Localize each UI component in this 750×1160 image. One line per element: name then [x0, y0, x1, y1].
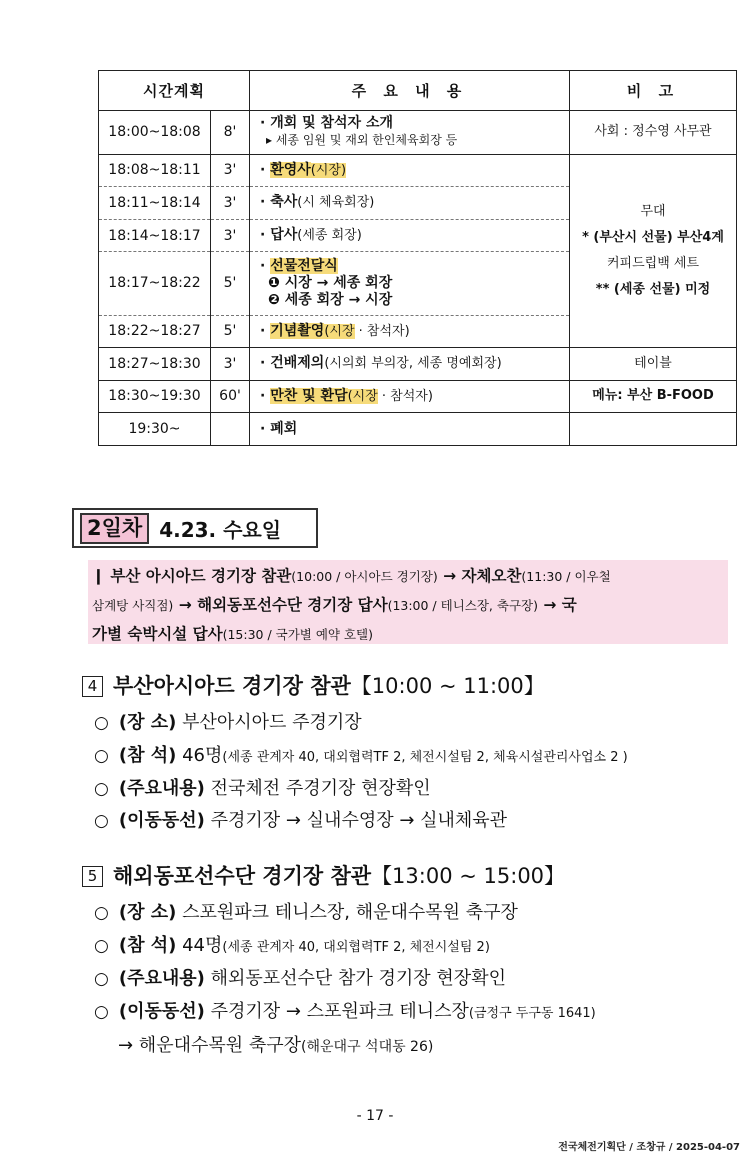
- row-content: · 만찬 및 환담(시장 · 참석자): [250, 380, 570, 413]
- row-time: 18:30~19:30: [99, 380, 211, 413]
- row-note: 메뉴: 부산 B-FOOD: [570, 380, 737, 413]
- row-title: 답사: [270, 227, 298, 244]
- header-content: 주 요 내 용: [250, 71, 570, 111]
- row-minutes: [211, 413, 250, 446]
- list-item: ○ (이동동선) 주경기장 → 스포원파크 테니스장(금정구 두구동 1641): [94, 1001, 596, 1022]
- row-minutes: 8': [211, 110, 250, 154]
- circle-bullet-icon: ○: [94, 903, 109, 923]
- row-content: · 답사(세종 회장): [250, 219, 570, 252]
- section-title: 5 해외동포선수단 경기장 참관【13:00 ~ 15:00】: [82, 860, 565, 890]
- table-row: [99, 413, 737, 446]
- day-tag: 2일차: [80, 513, 149, 544]
- row-content: · 선물전달식 ❶ 시장 → 세종 회장 ❷ 세종 회장 → 시장: [250, 252, 570, 315]
- row-detail: · 참석자): [377, 388, 433, 404]
- table-row: [99, 154, 737, 187]
- row-minutes: 5': [211, 252, 250, 315]
- list-item: ○ (주요내용) 해외동포선수단 참가 경기장 현장확인: [94, 968, 506, 989]
- row-time: 18:08~18:11: [99, 154, 211, 187]
- row-title: 만찬 및 환담: [270, 387, 348, 404]
- circle-bullet-icon: ○: [94, 969, 109, 989]
- row-content: [250, 110, 570, 154]
- day-date: 4.23. 수요일: [159, 517, 282, 542]
- row-note: 사회 : 정수영 사무관: [570, 110, 737, 154]
- table-row: [99, 110, 737, 154]
- row-minutes: 3': [211, 219, 250, 252]
- circle-bullet-icon: ○: [94, 746, 109, 766]
- row-title: 선물전달식: [270, 257, 338, 274]
- row-note: [570, 413, 737, 446]
- row-time: 18:14~18:17: [99, 219, 211, 252]
- circle-bullet-icon: ○: [94, 811, 109, 831]
- circle-bullet-icon: ○: [94, 779, 109, 799]
- row-minutes: 3': [211, 154, 250, 187]
- row-content: · 환영사(시장): [250, 154, 570, 187]
- row-time: 19:30~: [99, 413, 211, 446]
- table-row: [99, 348, 737, 381]
- row-title: 환영사: [270, 161, 311, 178]
- row-title: · 개회 및 참석자 소개: [260, 115, 394, 132]
- section-number: 4: [82, 676, 103, 697]
- schedule-table: [98, 70, 737, 446]
- day-heading: [72, 508, 318, 548]
- section-title: 4 부산아시아드 경기장 참관【10:00 ~ 11:00】: [82, 670, 545, 700]
- circle-bullet-icon: ○: [94, 936, 109, 956]
- row-detail: (시 체육회장): [297, 195, 375, 211]
- row-minutes: 5': [211, 315, 250, 348]
- row-title: 폐회: [270, 420, 298, 437]
- row-content: · 기념촬영(시장 · 참석자): [250, 315, 570, 348]
- row-detail: (세종 회장): [297, 228, 362, 244]
- row-content: · 건배제의(시의회 부의장, 세종 명예회장): [250, 348, 570, 381]
- header-time: 시간계획: [99, 71, 250, 111]
- row-content: · 축사(시 체육회장): [250, 187, 570, 220]
- page-number: - 17 -: [356, 1108, 394, 1124]
- circle-bullet-icon: ○: [94, 713, 109, 733]
- day-summary: ❙ 부산 아시아드 경기장 참관(10:00 / 아시아드 경기장) → 자체오찬(11:30 / 이우철 삼계탕 사직점) → 해외동포선수단 경기장 답사(13:00 / 테니스장, 축구장) → 국 가별 숙박시설 답사(15:30 / 국가별 예약 호텔): [88, 560, 728, 644]
- row-content: · 폐회: [250, 413, 570, 446]
- row-time: 18:11~18:14: [99, 187, 211, 220]
- list-item: ○ (장 소) 스포원파크 테니스장, 해운대수목원 축구장: [94, 902, 518, 923]
- header-note: 비 고: [570, 71, 737, 111]
- circle-bullet-icon: ○: [94, 1002, 109, 1022]
- row-title: 기념촬영: [270, 322, 325, 339]
- list-item-continuation: → 해운대수목원 축구장(해운대구 석대동 26): [118, 1035, 434, 1056]
- footer-credit: 전국체전기획단 / 조창규 / 2025-04-07: [558, 1142, 740, 1153]
- section-number: 5: [82, 866, 103, 887]
- list-item: ○ (주요내용) 전국체전 주경기장 현장확인: [94, 778, 431, 799]
- row-detail: · 참석자): [354, 323, 410, 339]
- list-item: ○ (장 소) 부산아시아드 주경기장: [94, 712, 362, 733]
- row-time: 18:17~18:22: [99, 252, 211, 315]
- row-detail: (시장): [310, 162, 347, 178]
- row-minutes: 3': [211, 187, 250, 220]
- list-item: ○ (이동동선) 주경기장 → 실내수영장 → 실내체육관: [94, 810, 508, 831]
- row-note: 테이블: [570, 348, 737, 381]
- row-title: 건배제의: [270, 355, 325, 372]
- row-time: 18:00~18:08: [99, 110, 211, 154]
- row-time: 18:27~18:30: [99, 348, 211, 381]
- list-item: ○ (참 석) 44명(세종 관계자 40, 대외협력TF 2, 체전시설팀 2): [94, 935, 490, 956]
- list-item: ○ (참 석) 46명(세종 관계자 40, 대외협력TF 2, 체전시설팀 2, 체육시설관리사업소 2 ): [94, 745, 628, 766]
- table-row: [99, 380, 737, 413]
- row-detail: (시의회 부의장, 세종 명예회장): [324, 356, 502, 372]
- note-block: 무대 * (부산시 선물) 부산4계 커피드립백 세트 ** (세종 선물) 미정: [570, 154, 737, 348]
- row-minutes: 3': [211, 348, 250, 381]
- table-header-row: [99, 71, 737, 111]
- row-subtitle: ▸ 세종 임원 및 재외 한인체육회장 등: [266, 133, 458, 148]
- row-minutes: 60': [211, 380, 250, 413]
- row-time: 18:22~18:27: [99, 315, 211, 348]
- row-title: 축사: [270, 194, 298, 211]
